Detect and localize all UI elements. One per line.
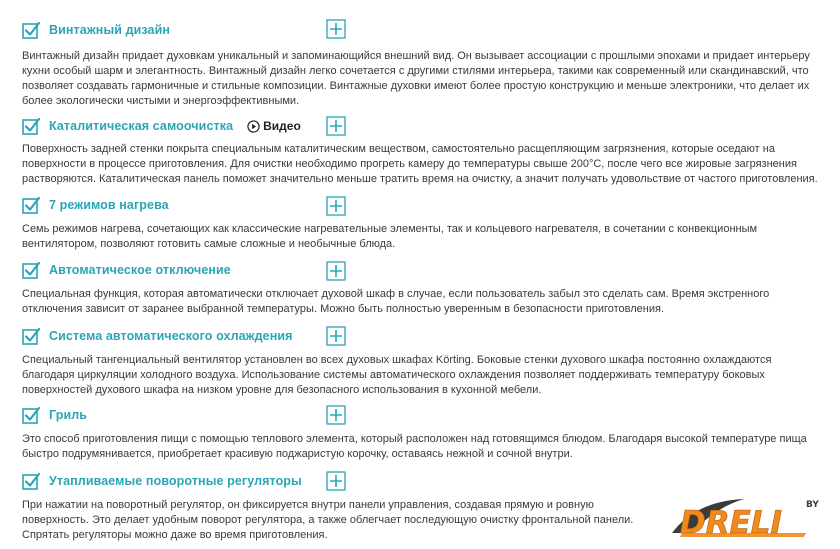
checkmark-icon [22, 261, 40, 279]
feature-title: 7 режимов нагрева [49, 198, 169, 212]
feature-description: Специальная функция, которая автоматически отключает духовой шкаф в случае, если пользователь забыл это сделать сам. Время экстренного отключения зависит от заранее выбранной температуры. Можно быть полностью уверенным в безопасности приготовления. [22, 288, 770, 315]
feature-header [22, 259, 231, 281]
feature-header [22, 194, 169, 216]
feature-description: При нажатии на поворотный регулятор, он фиксируется внутри панели управления, создавая прямую и ровную поверхность. Это делает удобным поворот регулятора, а также облегчает последующую очистку фронтальной панели. Спрятать регуляторы можно даже во время приготовления. [22, 499, 634, 541]
feature-header [22, 404, 87, 426]
feature-title: Каталитическая самоочистка [49, 119, 234, 133]
feature-description: Семь режимов нагрева, сочетающих как классические нагревательные элементы, так и кольцевого нагревателя, в сочетании с конвекционным вентилятором, позволяют готовить самые сложные и необычные блюда. [22, 223, 758, 250]
expand-plus-icon[interactable] [326, 261, 346, 281]
feature-title: Утапливаемые поворотные регуляторы [49, 474, 302, 488]
video-link[interactable] [247, 119, 301, 133]
feature-header [22, 470, 302, 492]
video-label: Видео [263, 119, 301, 133]
expand-plus-icon[interactable] [326, 471, 346, 491]
feature-description: Специальный тангенциальный вентилятор установлен во всех духовых шкафах Körting. Боковые стенки духового шкафа постоянно охлаждаются благодаря циркуляции холодного воздуха. Использование системы автоматического охлаждения позволяет поддерживать температуру боковых поверхностей духового шкафа на низком уровне для безопасного использования в кухонной мебели. [22, 354, 772, 396]
logo-suffix: BY [806, 500, 819, 510]
feature-description: Поверхность задней стенки покрыта специальным каталитическим веществом, самостоятельно расщепляющим загрязнения, которые оседают на поверхности в процессе приготовления. Для очистки необходимо прогреть камеру до температуры свыше 200°C, после чего все жировые загрязнения растворяются. Каталитическая панель поможет значительно меньше тратить время на очистку, а значит получать удовольствие от частого приготовления. [22, 143, 818, 185]
checkmark-icon [22, 472, 40, 490]
feature-header [22, 325, 293, 347]
feature-title: Автоматическое отключение [49, 263, 231, 277]
checkmark-icon [22, 327, 40, 345]
expand-plus-icon[interactable] [326, 116, 346, 136]
feature-title: Винтажный дизайн [49, 23, 171, 37]
checkmark-icon [22, 406, 40, 424]
expand-plus-icon[interactable] [326, 196, 346, 216]
expand-plus-icon[interactable] [326, 19, 346, 39]
play-circle-icon [247, 120, 260, 133]
feature-header [22, 115, 301, 137]
expand-plus-icon[interactable] [326, 405, 346, 425]
checkmark-icon [22, 196, 40, 214]
checkmark-icon [22, 117, 40, 135]
checkmark-icon [22, 21, 40, 39]
feature-title: Система автоматического охлаждения [49, 329, 293, 343]
logo-text: DRELI [680, 505, 783, 541]
expand-plus-icon[interactable] [326, 326, 346, 346]
feature-title: Гриль [49, 408, 88, 422]
feature-description: Это способ приготовления пищи с помощью теплового элемента, который расположен над готовящимся блюдом. Благодаря высокой температуре пища быстро подрумянивается, приобретает красивую поджаристую корочку, оставаясь нежной и сочной внутри. [22, 433, 807, 460]
dreli-logo [666, 493, 826, 541]
feature-description: Винтажный дизайн придает духовкам уникальный и запоминающийся внешний вид. Он вызывает ассоциации с прошлыми эпохами и придает интерьеру кухни особый шарм и элегантность. Винтажный дизайн легко сочетается с другими стилями интерьера, такими как современный или скандинавский, что позволяет создавать гармоничные и стильные композиции. Винтажные духовки имеют более простую конструкцию и меньше электроники, что делает их более экологически чистыми и энергоэффективными. [22, 50, 810, 107]
feature-header [22, 19, 170, 41]
